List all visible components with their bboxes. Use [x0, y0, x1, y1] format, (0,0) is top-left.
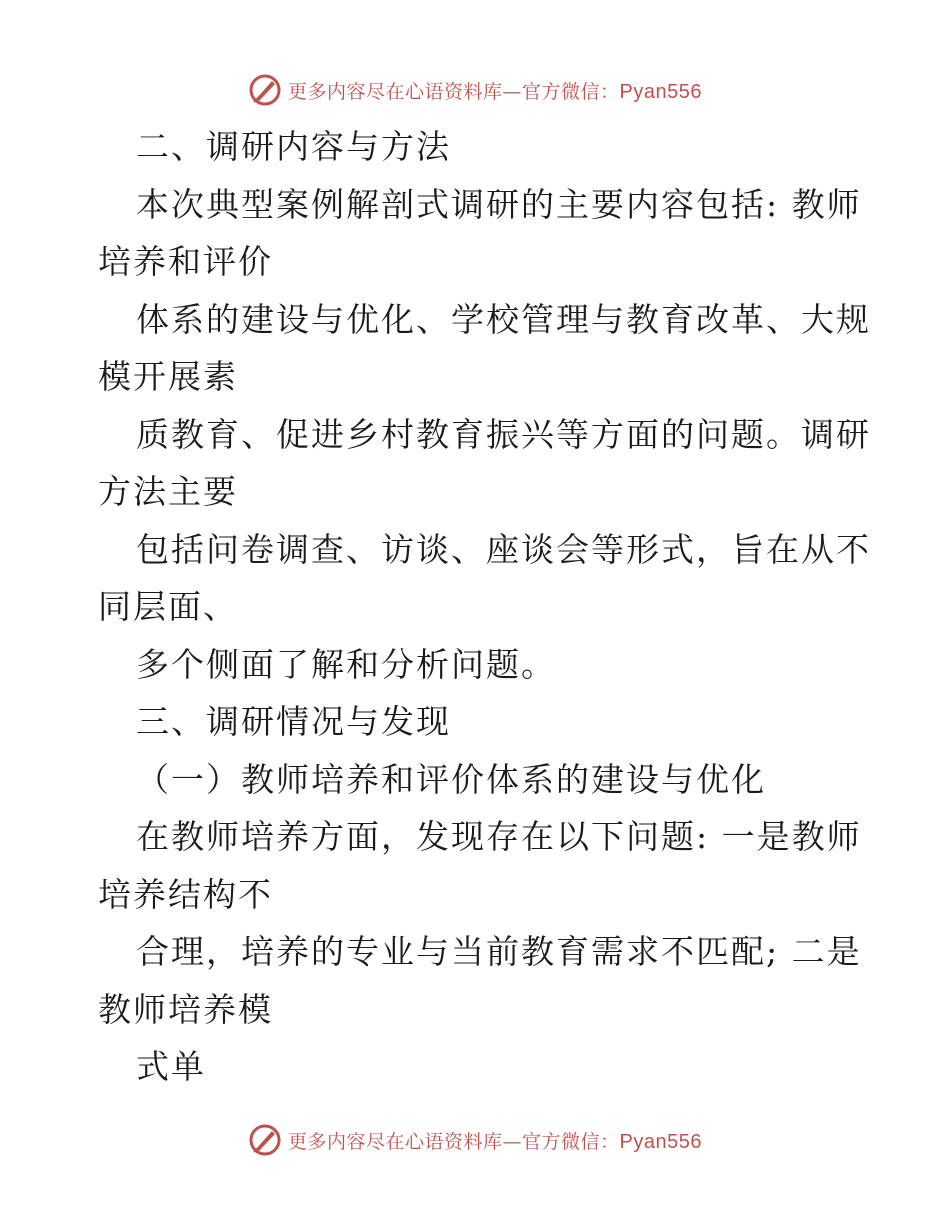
section-heading-3: 三、调研情况与发现	[136, 702, 451, 741]
document-body	[98, 118, 871, 1096]
paragraph-line: 同层面、	[98, 587, 238, 626]
watermark-text: 更多内容尽在心语资料库—官方微信：Pyan556	[288, 80, 702, 103]
footer-watermark	[0, 1120, 950, 1160]
paragraph-line: 质教育、促进乡村教育振兴等方面的问题。调研	[136, 414, 871, 454]
paragraph-line: 本次典型案例解剖式调研的主要内容包括: 教师	[136, 184, 862, 224]
section-heading-2: 二、调研内容与方法	[136, 127, 451, 166]
paragraph-line: 在教师培养方面，发现存在以下问题: 一是教师	[136, 817, 862, 856]
paragraph-line: 包括问卷调查、访谈、座谈会等形式，旨在从不	[136, 529, 871, 569]
paragraph-line: 培养和评价	[98, 242, 273, 281]
watermark-text: 更多内容尽在心语资料库—官方微信：Pyan556	[288, 1130, 702, 1153]
paragraph-line: 培养结构不	[98, 874, 273, 914]
header-watermark	[0, 70, 950, 110]
quill-logo-icon	[248, 73, 282, 107]
paragraph-line: 教师培养模	[98, 989, 273, 1029]
paragraph-line: 式单	[136, 1047, 206, 1086]
quill-logo-icon	[248, 1123, 282, 1157]
paragraph-line: 合理，培养的专业与当前教育需求不匹配; 二是	[136, 932, 862, 971]
paragraph-line: 体系的建设与优化、学校管理与教育改革、大规	[136, 299, 871, 339]
paragraph-line: 模开展素	[98, 357, 238, 396]
paragraph-line: 多个侧面了解和分析问题。	[136, 644, 556, 684]
subsection-heading-1: （一）教师培养和评价体系的建设与优化	[136, 759, 766, 799]
paragraph-line: 方法主要	[98, 472, 238, 511]
